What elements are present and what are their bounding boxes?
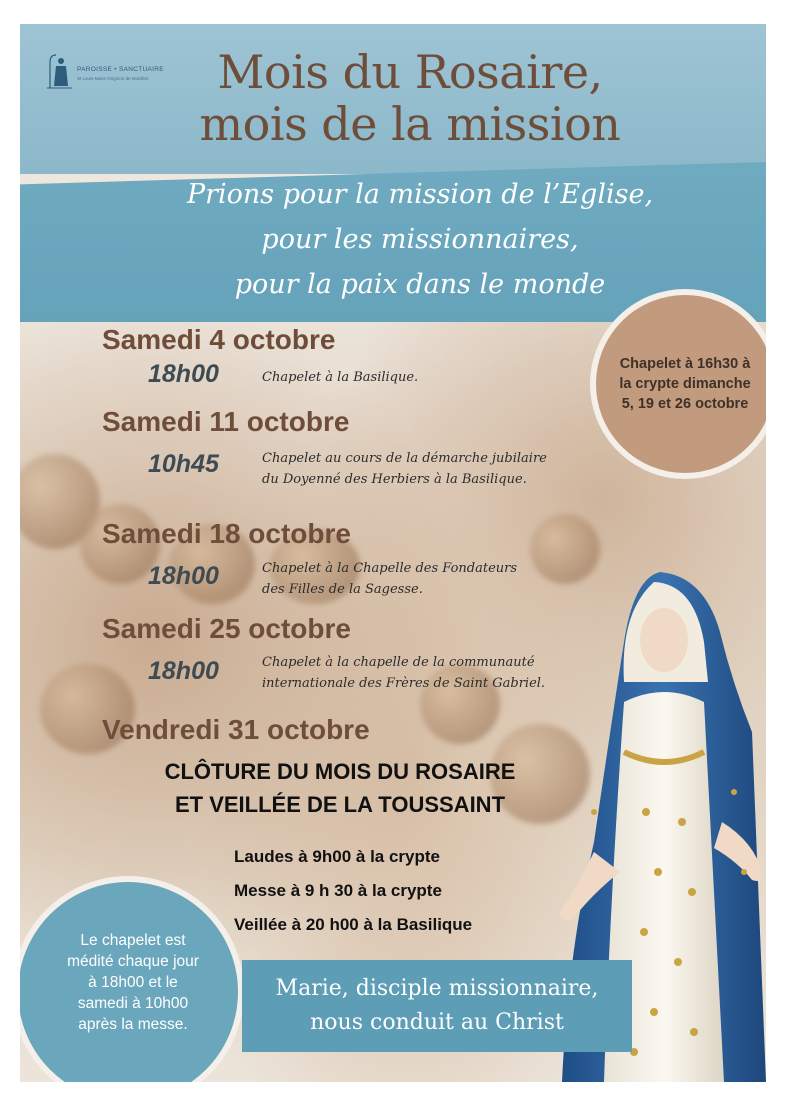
closing-heading-line-2: ET VEILLÉE DE LA TOUSSAINT [174,792,506,817]
event-day: Samedi 25 octobre [102,613,351,644]
logo-text: PAROISSE • SANCTUAIRE [77,66,164,73]
schedule-item-laudes: Laudes à 9h00 à la crypte [234,847,440,866]
event-description: Chapelet à la chapelle de la communauté internationale des Frères de Saint Gabriel. [262,655,546,691]
event-time: 18h00 [148,562,219,590]
logo-subtext: St Louis-Marie Grignion de Montfort [77,76,149,81]
event-description: Chapelet au cours de la démarche jubilaire du Doyenné des Herbiers à la Basilique. [262,451,547,487]
event-description: Chapelet à la Basilique. [262,370,419,385]
closing-schedule [234,840,472,942]
sunday-rosary-text: Chapelet à 16h30 à la crypte dimanche 5, 19 et 26 octobre [619,356,751,412]
event-day: Samedi 11 octobre [102,406,350,437]
schedule-item-messe: Messe à 9 h 30 à la crypte [234,881,442,900]
prayer-subtitle [100,172,740,307]
final-event-day: Vendredi 31 octobre [102,714,370,745]
event-description: Chapelet à la Chapelle des Fondateurs des Filles de la Sagesse. [262,561,518,597]
subtitle-line-2: pour les missionnaires, [261,224,579,255]
schedule-item-veillee: Veillée à 20 h00 à la Basilique [234,915,473,934]
title-line-1: Mois du Rosaire, [217,45,603,99]
sunday-rosary-circle [590,289,766,479]
daily-rosary-text: Le chapelet est médité chaque jour à 18h00 et le samedi à 10h00 après la messe. [67,931,199,1033]
subtitle-line-3: pour la paix dans le monde [234,269,606,300]
event-time: 18h00 [148,657,219,685]
event-day: Samedi 18 octobre [102,518,351,549]
closing-heading [110,755,570,821]
motto-band [242,960,632,1052]
event-time: 18h00 [148,360,219,388]
motto-line-2: nous conduit au Christ [310,1010,564,1035]
closing-heading-line-1: CLÔTURE DU MOIS DU ROSAIRE [164,759,516,784]
subtitle-line-1: Prions pour la mission de l’Eglise, [186,179,654,210]
page-title [110,46,710,150]
event-time: 10h45 [148,450,219,478]
title-line-2: mois de la mission [199,97,621,151]
daily-rosary-circle [20,876,244,1082]
saint-figure-icon [44,52,74,90]
event-day: Samedi 4 octobre [102,324,336,355]
motto-line-1: Marie, disciple missionnaire, [275,976,599,1001]
poster [20,24,766,1082]
